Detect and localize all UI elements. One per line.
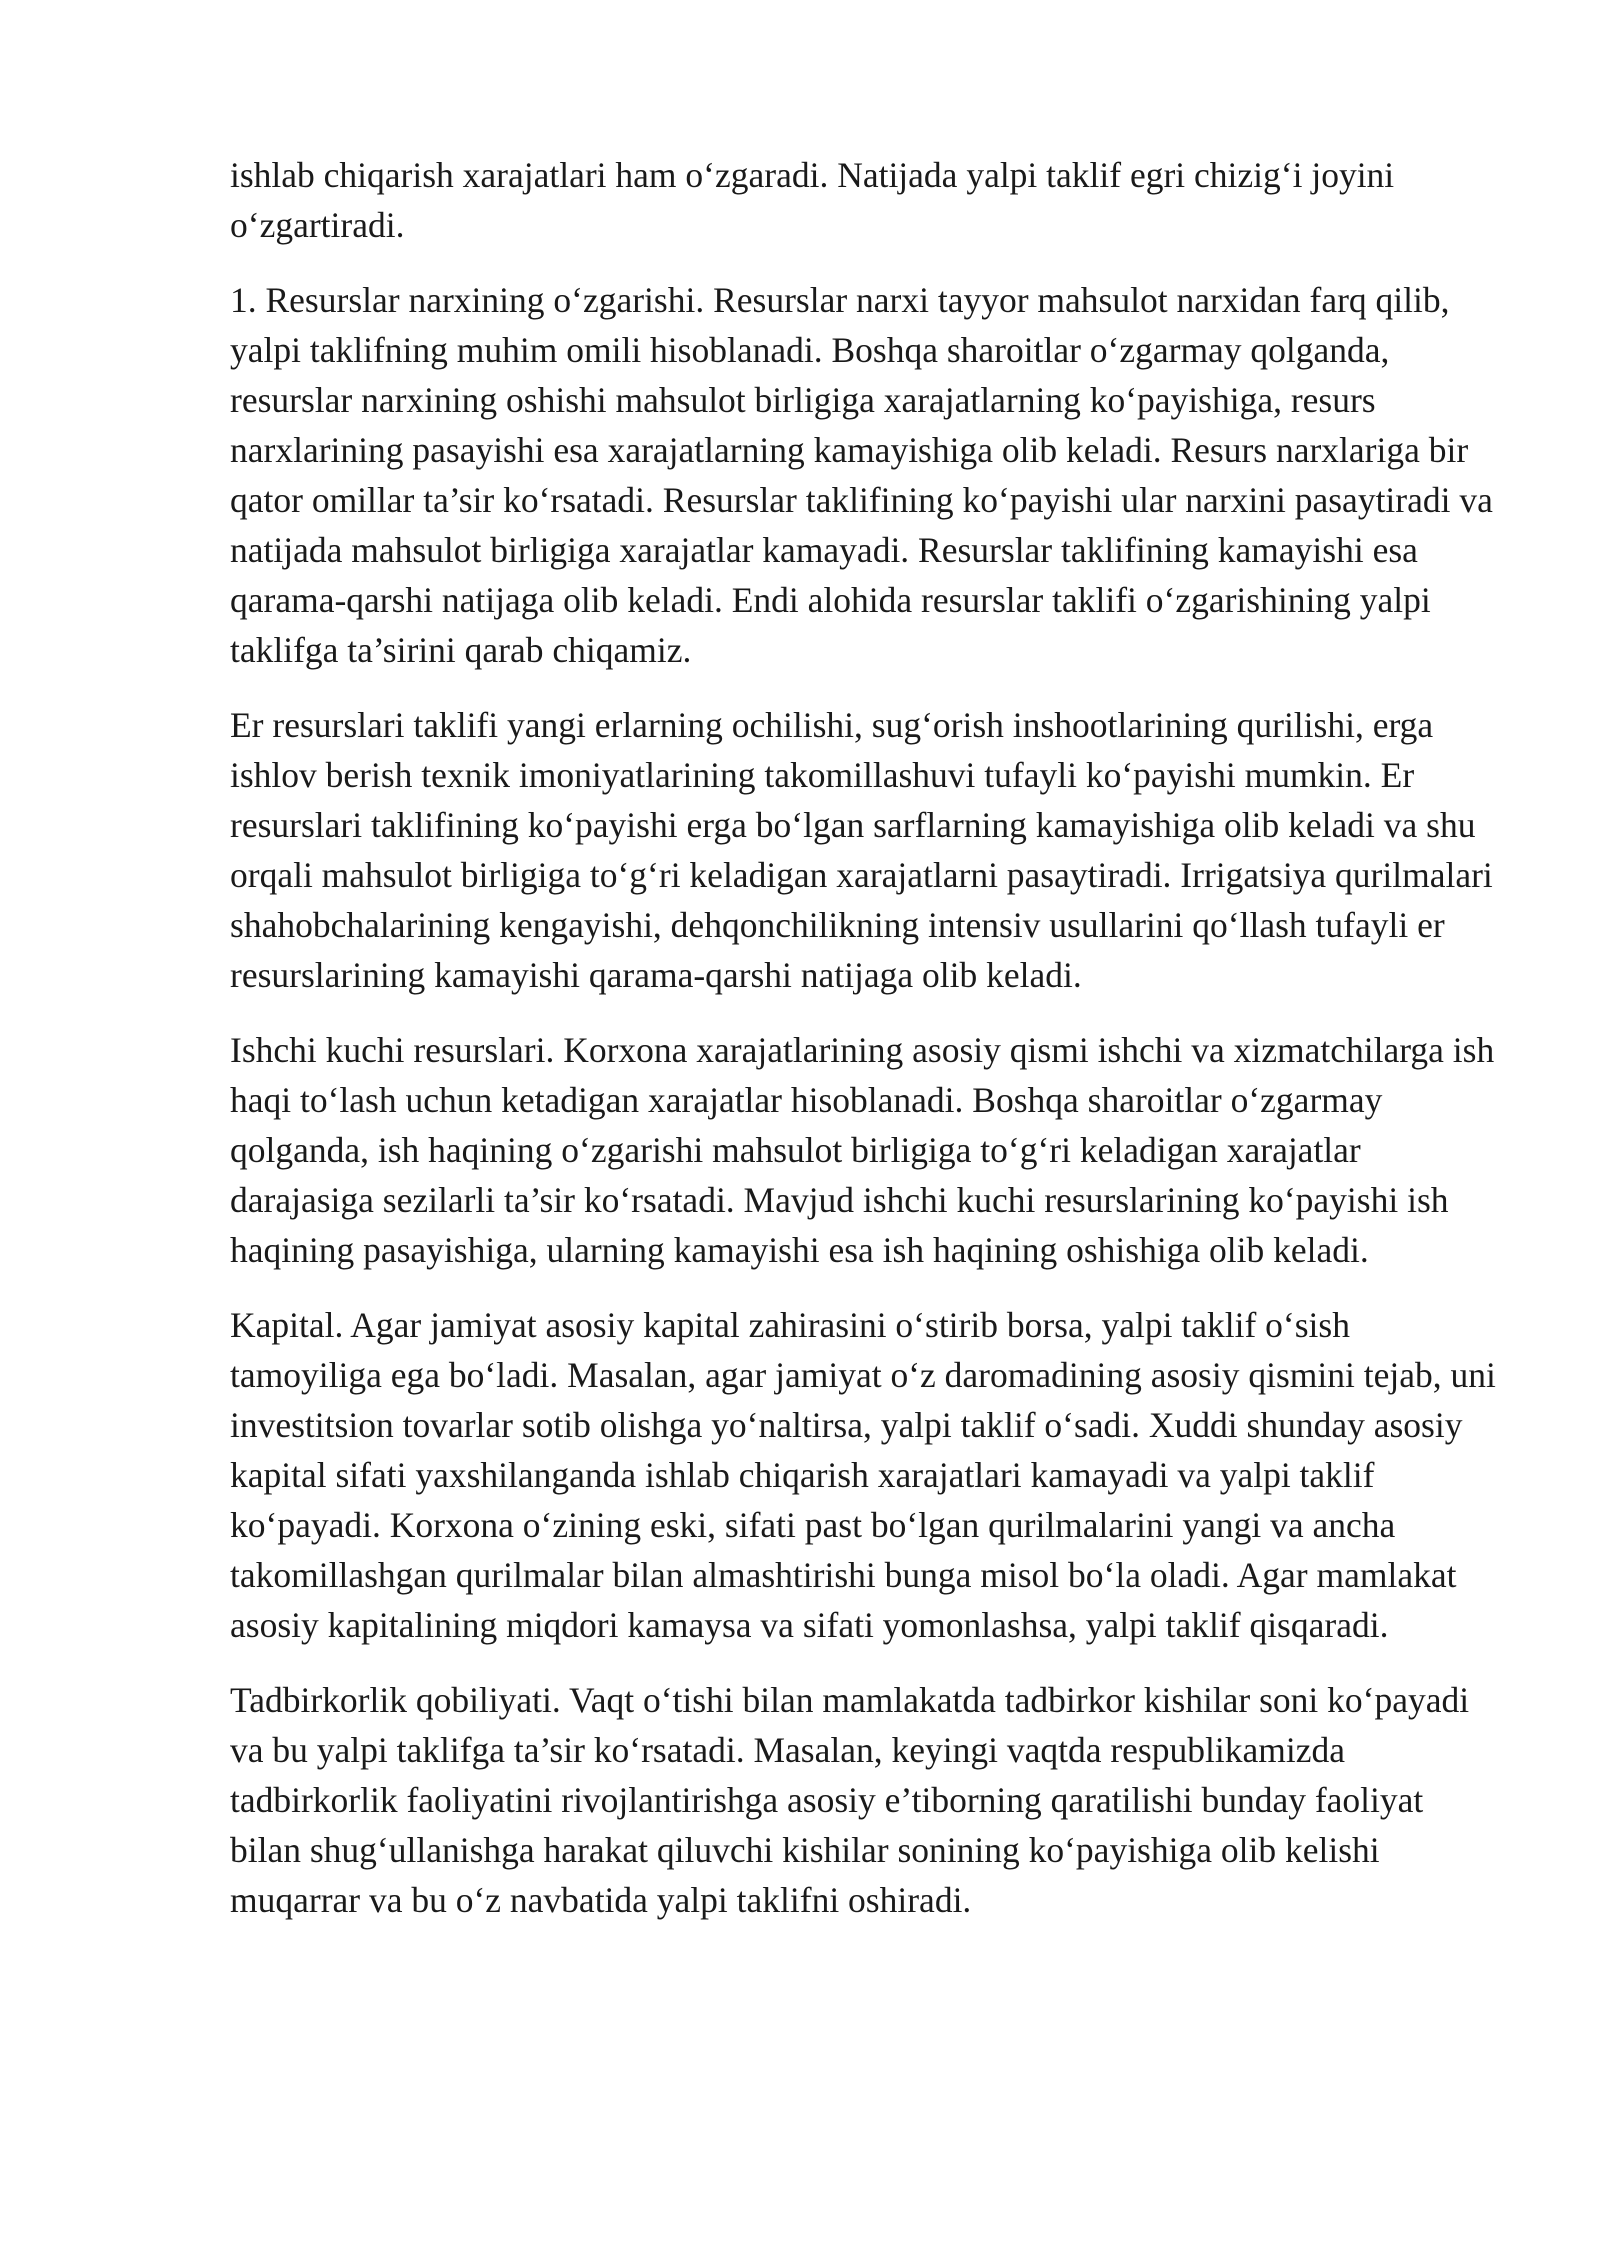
paragraph-resource-prices: 1. Resurslar narxining o‘zgarishi. Resurslar narxi tayyor mahsulot narxidan farq qilib, yalpi taklifning muhim omili hisoblanadi. Boshqa sharoitlar o‘zgarmay qolganda, resurslar narxining oshishi mahsulot birligiga xarajatlarning ko‘payishiga, resurs narxlarining pasayishi esa xarajatlarning kamayishiga olib keladi. Resurs narxlariga bir qator omillar ta’sir ko‘rsatadi. Resurslar taklifining ko‘payishi ular narxini pasaytiradi va natijada mahsulot birligiga xarajatlar kamayadi. Resurslar taklifining kamayishi esa qarama-qarshi natijaga olib keladi. Endi alohida resurslar taklifi o‘zgarishining yalpi taklifga ta’sirini qarab chiqamiz. [230,280,1493,670]
paragraph-entrepreneurship: Tadbirkorlik qobiliyati. Vaqt o‘tishi bilan mamlakatda tadbirkor kishilar soni ko‘payadi va bu yalpi taklifga ta’sir ko‘rsatadi. Masalan, keyingi vaqtda respublikamizda tadbirkorlik faoliyatini rivojlantirishga asosiy e’tiborning qaratilishi bunday faoliyat bilan shug‘ullanishga harakat qiluvchi kishilar sonining ko‘payishiga olib kelishi muqarrar va bu o‘z navbatida yalpi taklifni oshiradi. [230,1680,1470,1920]
paragraph-land-resources: Er resurslari taklifi yangi erlarning ochilishi, sug‘orish inshootlarining qurilishi, erga ishlov berish texnik imoniyatlarining takomillashuvi tufayli ko‘payishi mumkin. Er resurslari taklifining ko‘payishi erga bo‘lgan sarflarning kamayishiga olib keladi va shu orqali mahsulot birligiga to‘g‘ri keladigan xarajatlarni pasaytiradi. Irrigatsiya qurilmalari shahobchalarining kengayishi, dehqonchilikning intensiv usullarini qo‘llash tufayli er resurslarining kamayishi qarama-qarshi natijaga olib keladi. [230,705,1493,995]
paragraph-capital: Kapital. Agar jamiyat asosiy kapital zahirasini o‘stirib borsa, yalpi taklif o‘sish tamoyiliga ega bo‘ladi. Masalan, agar jamiyat o‘z daromadining asosiy qismini tejab, uni investitsion tovarlar sotib olishga yo‘naltirsa, yalpi taklif o‘sadi. Xuddi shunday asosiy kapital sifati yaxshilanganda ishlab chiqarish xarajatlari kamayadi va yalpi taklif ko‘payadi. Korxona o‘zining eski, sifati past bo‘lgan qurilmalarini yangi va ancha takomillashgan qurilmalar bilan almashtirishi bunga misol bo‘la oladi. Agar mamlakat asosiy kapitalining miqdori kamaysa va sifati yomonlashsa, yalpi taklif qisqaradi. [230,1305,1496,1645]
document-body [230,150,1500,1950]
paragraph-labor-resources: Ishchi kuchi resurslari. Korxona xarajatlarining asosiy qismi ishchi va xizmatchilarga ish haqi to‘lash uchun ketadigan xarajatlar hisoblanadi. Boshqa sharoitlar o‘zgarmay qolganda, ish haqining o‘zgarishi mahsulot birligiga to‘g‘ri keladigan xarajatlar darajasiga sezilarli ta’sir ko‘rsatadi. Mavjud ishchi kuchi resurslarining ko‘payishi ish haqining pasayishiga, ularning kamayishi esa ish haqining oshishiga olib keladi. [230,1030,1495,1270]
paragraph-intro-continuation: ishlab chiqarish xarajatlari ham o‘zgaradi. Natijada yalpi taklif egri chizig‘i joyini o‘zgartiradi. [230,155,1395,245]
